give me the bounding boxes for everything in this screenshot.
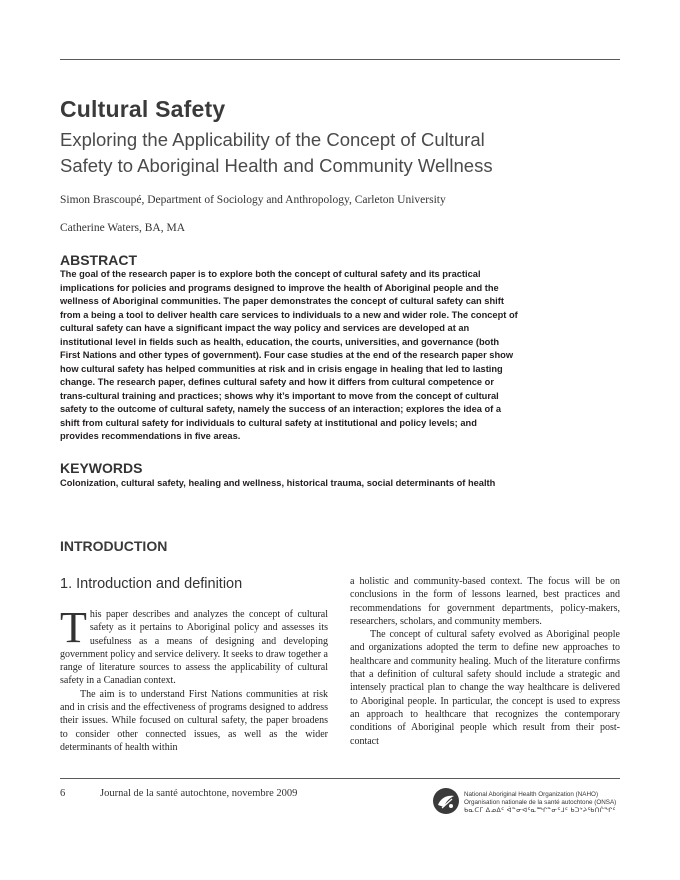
intro-paragraph-2: The aim is to understand First Nations communities at risk and in crisis and the effectiveness of programs designed to address their issues. While focused on cultural safety, the paper broadens to consider other connected issues, as well as the wider determinants of health within xyxy=(60,688,328,753)
intro-paragraph-1 xyxy=(60,603,328,688)
org-name-block xyxy=(464,791,616,815)
naho-logo-icon xyxy=(432,787,460,815)
page-subtitle: Exploring the Applicability of the Concept of Cultural Safety to Aboriginal Health and Community Wellness xyxy=(60,129,493,176)
keywords-heading: KEYWORDS xyxy=(60,460,143,476)
introduction-heading: INTRODUCTION xyxy=(60,538,168,554)
abstract-heading: ABSTRACT xyxy=(60,252,137,268)
page-number: 6 xyxy=(60,788,66,799)
page-title: Cultural Safety xyxy=(60,96,226,122)
keywords-body: Colonization, cultural safety, healing and wellness, historical trauma, social determinants of health xyxy=(60,478,496,488)
abstract-body: The goal of the research paper is to explore both the concept of cultural safety and its practical implications for policies and programs designed to improve the health of Aboriginal people and the wellness of Aboriginal communities. The paper demonstrates the concept of cultural safety can shift from a being a tool to deliver health care services to individuals to a new and wider role. The concept of cultural safety can have a significant impact the way policy and services are developed at an institutional level in fields such as health, education, the courts, universities, and governance (both First Nations and other types of government). Four case studies at the end of the research paper show how cultural safety has helped communities at risk and in crisis engage in healing that led to lasting change. The research paper, defines cultural safety and how it differs from cultural competence or trans-cultural training and practices; shows why it’s important to move from the concept of cultural safety to the outcome of cultural safety, namely the success of an interaction; explores the idea of a shift from cultural safety for individuals to cultural safety at institutional and policy levels; and provides recommendations in five areas. xyxy=(60,269,518,441)
top-rule xyxy=(60,59,620,60)
journal-footer: Journal de la santé autochtone, novembre 2009 xyxy=(100,788,298,799)
org-name-en: National Aboriginal Health Organization (NAHO) xyxy=(464,791,599,798)
intro-paragraph-4: The concept of cultural safety evolved as Aboriginal people and organizations adopted the term to define new approaches to healthcare and community healing. Much of the literature confirms that a definition of cultural safety should include a strategic and intensely practical plan to change the way healthcare is delivered to Aboriginal people. In particular, the concept is used to express an approach to healthcare that recognizes the contemporary conditions of Aboriginal people which result from their post-contact xyxy=(350,629,620,747)
intro-paragraph-3: a holistic and community-based context. The focus will be on conclusions in the form of lessons learned, best practices and recommendations for government departments, policy-makers, researchers, scholars, and community members. xyxy=(350,576,620,627)
drop-cap: T xyxy=(60,603,87,652)
left-column xyxy=(60,603,328,754)
bottom-rule xyxy=(60,778,620,779)
author-2: Catherine Waters, BA, MA xyxy=(60,222,186,234)
right-column xyxy=(350,575,620,748)
intro-paragraph-1-text: his paper describes and analyzes the concept of cultural safety as it pertains to Aboriginal policy and assesses its usefulness as a means of designing and developing government policy and service delivery. It seeks to draw together a range of literature sources to assess the applicability of cultural safety in a Canadian context. xyxy=(60,609,328,687)
author-1: Simon Brascoupé, Department of Sociology and Anthropology, Carleton University xyxy=(60,194,446,206)
org-name-inuktitut: ᑲᓇᑕᒥ ᐃᓄᐃᑦ ᐋᓐᓂᐊᕐᓇᙱᓐᓂᕐᒧᑦ ᑲᑐᔾᔨᖃᑎᒌᖏᑦ xyxy=(464,807,616,814)
section-title: 1. Introduction and definition xyxy=(60,576,243,592)
org-name-fr: Organisation nationale de la santé autochtone (ONSA) xyxy=(464,799,617,806)
